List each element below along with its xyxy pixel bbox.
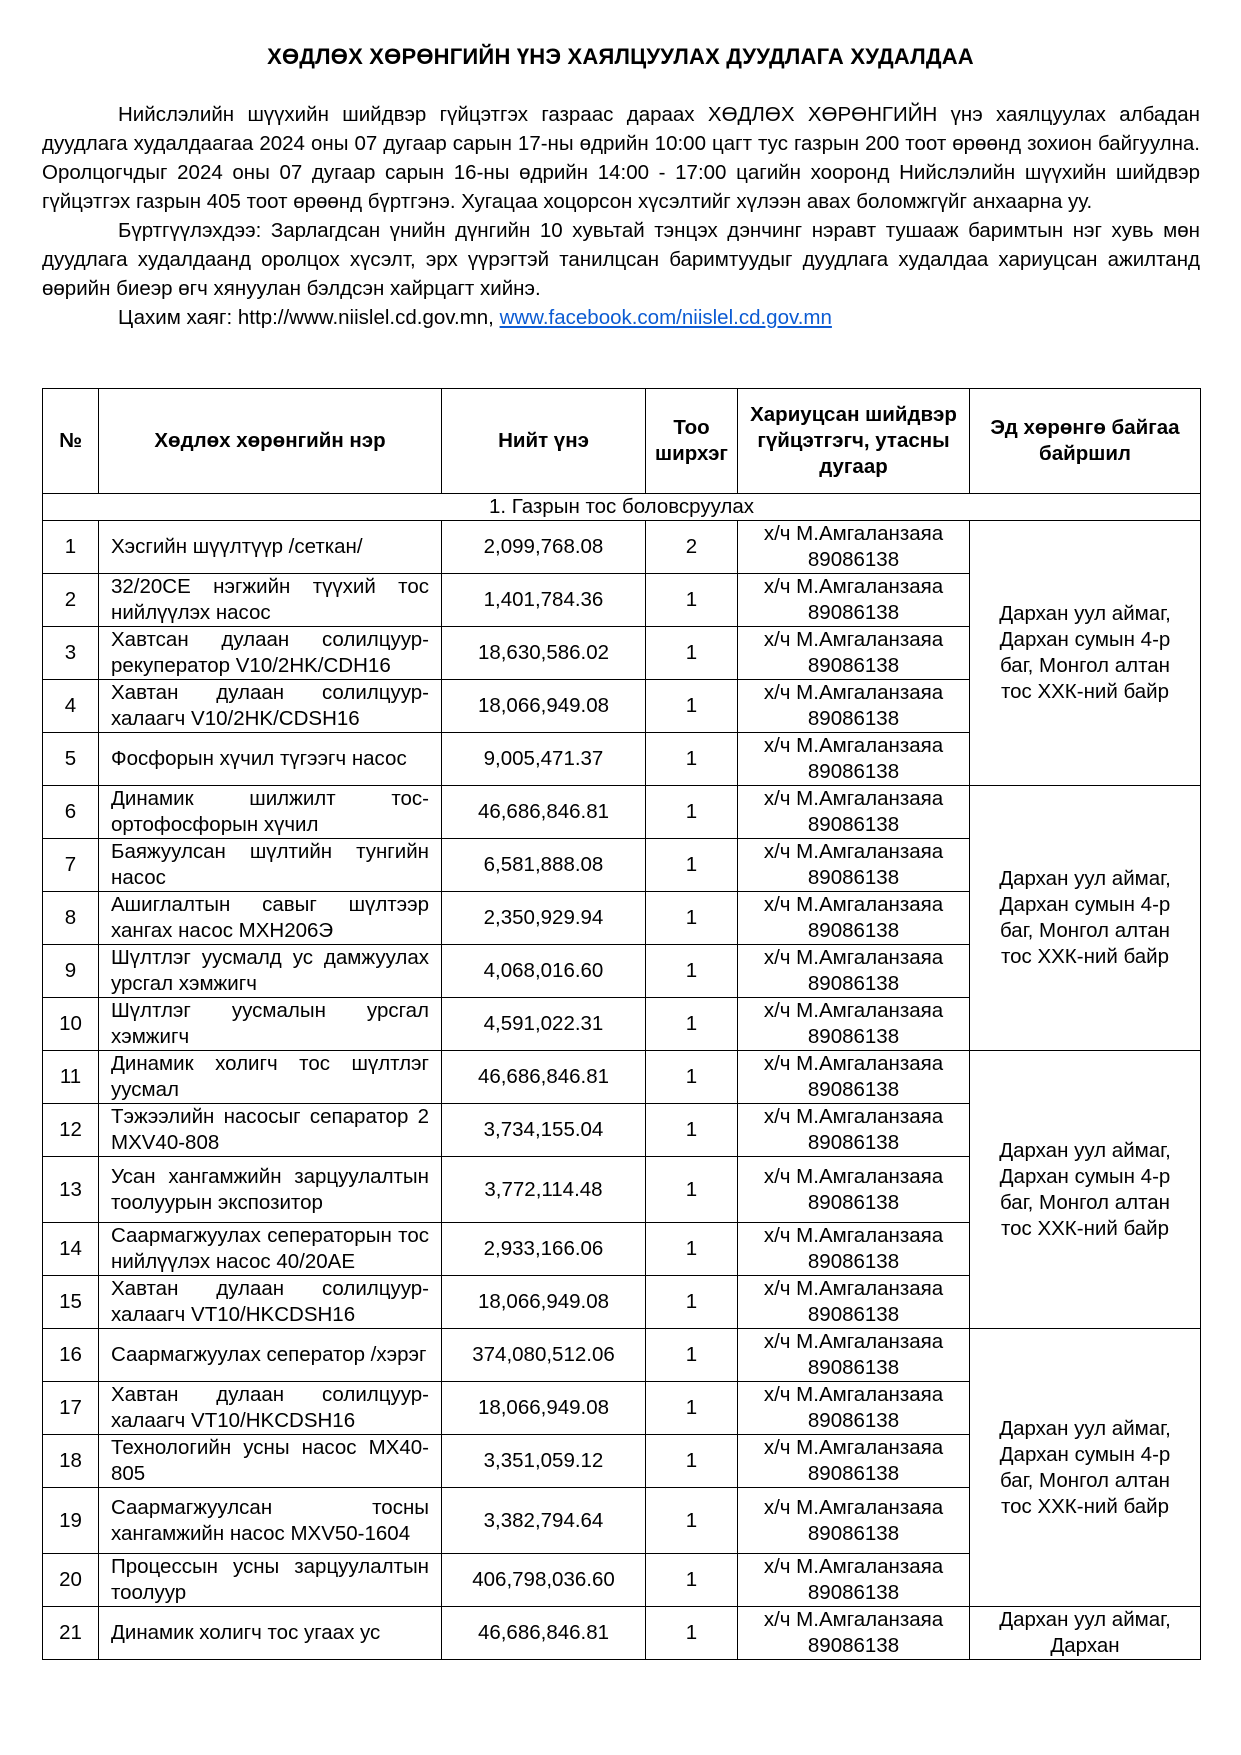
asset-quantity: 1 [646,1607,738,1660]
asset-name: Процессын усны зарцуулалтын тоолуур [99,1554,442,1607]
asset-quantity: 1 [646,1276,738,1329]
asset-quantity: 1 [646,892,738,945]
intro-section [42,100,1200,332]
asset-name: Тэжээлийн насосыг сепаратор 2 MXV40-808 [99,1104,442,1157]
asset-price: 18,066,949.08 [442,680,646,733]
asset-quantity: 1 [646,1104,738,1157]
responsible-officer: х/ч М.Амгаланзаяа 89086138 [738,1329,970,1382]
header-no: № [43,389,99,494]
asset-name: Саармагжуулах сеператорын тос нийлүүлэх насос 40/20AE [99,1223,442,1276]
asset-price: 9,005,471.37 [442,733,646,786]
row-number: 14 [43,1223,99,1276]
asset-price: 3,382,794.64 [442,1488,646,1554]
asset-quantity: 1 [646,945,738,998]
table-body [43,494,1201,1660]
asset-price: 406,798,036.60 [442,1554,646,1607]
responsible-officer: х/ч М.Амгаланзаяа 89086138 [738,574,970,627]
asset-quantity: 1 [646,786,738,839]
row-number: 3 [43,627,99,680]
asset-name: Хавтан дулаан солилцуур-халаагч V10/2HK/CDSH16 [99,680,442,733]
header-responsible: Хариуцсан шийдвэр гүйцэтгэгч, утасны дугаар [738,389,970,494]
asset-quantity: 2 [646,521,738,574]
row-number: 11 [43,1051,99,1104]
asset-price: 18,066,949.08 [442,1382,646,1435]
assets-table [42,388,1201,1660]
responsible-officer: х/ч М.Амгаланзаяа 89086138 [738,892,970,945]
table-row [43,786,1201,839]
row-number: 20 [43,1554,99,1607]
asset-name: Динамик холигч тос угаах ус [99,1607,442,1660]
asset-quantity: 1 [646,1488,738,1554]
asset-price: 374,080,512.06 [442,1329,646,1382]
responsible-officer: х/ч М.Амгаланзаяа 89086138 [738,1276,970,1329]
asset-name: Ашиглалтын савыг шүлтээр хангах насос МХН206Э [99,892,442,945]
asset-location: Дархан уул аймаг, Дархан сумын 4-р баг, Монгол алтан тос ХХК-ний байр [970,786,1201,1051]
responsible-officer: х/ч М.Амгаланзаяа 89086138 [738,1051,970,1104]
asset-price: 18,066,949.08 [442,1276,646,1329]
row-number: 7 [43,839,99,892]
intro-paragraph-2: Бүртгүүлэхдээ: Зарлагдсан үнийн дүнгийн 10 хувьтай тэнцэх дэнчинг нэравт тушааж баримтын нэг хувь мөн дуудлага худалдаанд оролцох хүсэлт, эрх үүрэгтэй танилцсан баримтуудыг дуудлага худалдаа хариуцсан ажилтанд өөрийн биеэр өгч хянуулан бэлдсэн хайрцагт хийнэ. [42,219,1200,300]
asset-name: Шүлтлэг уусмалд ус дамжуулах урсгал хэмжигч [99,945,442,998]
asset-quantity: 1 [646,1435,738,1488]
asset-location: Дархан уул аймаг, Дархан сумын 4-р баг, Монгол алтан тос ХХК-ний байр [970,1329,1201,1607]
asset-quantity: 1 [646,1554,738,1607]
asset-price: 4,068,016.60 [442,945,646,998]
asset-name: Усан хангамжийн зарцуулалтын тоолуурын экспозитор [99,1157,442,1223]
responsible-officer: х/ч М.Амгаланзаяа 89086138 [738,839,970,892]
asset-name: Хавтан дулаан солилцуур-халаагч VT10/HKCDSH16 [99,1382,442,1435]
web-address-line [42,303,1200,332]
row-number: 1 [43,521,99,574]
category-label: 1. Газрын тос боловсруулах [43,494,1201,521]
table-row [43,1051,1201,1104]
table-header-row [43,389,1201,494]
table-row [43,521,1201,574]
responsible-officer: х/ч М.Амгаланзаяа 89086138 [738,1382,970,1435]
responsible-officer: х/ч М.Амгаланзаяа 89086138 [738,1435,970,1488]
row-number: 10 [43,998,99,1051]
asset-name: Фосфорын хүчил түгээгч насос [99,733,442,786]
row-number: 15 [43,1276,99,1329]
asset-price: 46,686,846.81 [442,1607,646,1660]
asset-name: Динамик шилжилт тос-ортофосфорын хүчил [99,786,442,839]
responsible-officer: х/ч М.Амгаланзаяа 89086138 [738,733,970,786]
intro-paragraph-1: Нийслэлийн шүүхийн шийдвэр гүйцэтгэх газраас дараах ХӨДЛӨХ ХӨРӨНГИЙН үнэ хаялцуулах албадан дуудлага худалдаагаа 2024 оны 07 дугаар сарын 17-ны өдрийн 10:00 цагт тус газрын 200 тоот өрөөнд зохион байгуулна. Оролцогчдыг 2024 оны 07 дугаар сарын 16-ны өдрийн 14:00 - 17:00 цагийн хооронд Нийслэлийн шүүхийн шийдвэр гүйцэтгэх газрын 405 тоот өрөөнд бүртгэнэ. Хугацаа хоцорсон хүсэлтийг хүлээн авах боломжгүйг анхаарна уу. [42,103,1200,213]
asset-quantity: 1 [646,680,738,733]
asset-name: Технологийн усны насос MX40-805 [99,1435,442,1488]
asset-location: Дархан уул аймаг, Дархан сумын 4-р баг, Монгол алтан тос ХХК-ний байр [970,521,1201,786]
asset-quantity: 1 [646,839,738,892]
row-number: 6 [43,786,99,839]
asset-price: 46,686,846.81 [442,786,646,839]
responsible-officer: х/ч М.Амгаланзаяа 89086138 [738,1223,970,1276]
asset-quantity: 1 [646,1223,738,1276]
asset-name: Саармагжуулсан тосны хангамжийн насос MXV50-1604 [99,1488,442,1554]
table-row [43,1607,1201,1660]
responsible-officer: х/ч М.Амгаланзаяа 89086138 [738,521,970,574]
row-number: 18 [43,1435,99,1488]
row-number: 12 [43,1104,99,1157]
header-price: Нийт үнэ [442,389,646,494]
asset-price: 18,630,586.02 [442,627,646,680]
asset-name: Саармагжуулах сеператор /хэрэг [99,1329,442,1382]
document-title: ХӨДЛӨХ ХӨРӨНГИЙН ҮНЭ ХАЯЛЦУУЛАХ ДУУДЛАГА ХУДАЛДАА [267,44,974,69]
responsible-officer: х/ч М.Амгаланзаяа 89086138 [738,786,970,839]
row-number: 2 [43,574,99,627]
asset-quantity: 1 [646,998,738,1051]
row-number: 5 [43,733,99,786]
asset-quantity: 1 [646,733,738,786]
asset-name: 32/20CE нэгжийн түүхий тос нийлүүлэх насос [99,574,442,627]
asset-price: 4,591,022.31 [442,998,646,1051]
row-number: 19 [43,1488,99,1554]
asset-name: Хавтсан дулаан солилцуур-рекуператор V10/2HK/CDH16 [99,627,442,680]
asset-name: Хавтан дулаан солилцуур-халаагч VT10/HKCDSH16 [99,1276,442,1329]
asset-quantity: 1 [646,1382,738,1435]
facebook-link[interactable]: www.facebook.com/niislel.cd.gov.mn [499,306,832,329]
asset-price: 46,686,846.81 [442,1051,646,1104]
responsible-officer: х/ч М.Амгаланзаяа 89086138 [738,998,970,1051]
row-number: 17 [43,1382,99,1435]
responsible-officer: х/ч М.Амгаланзаяа 89086138 [738,1607,970,1660]
responsible-officer: х/ч М.Амгаланзаяа 89086138 [738,1157,970,1223]
asset-price: 3,772,114.48 [442,1157,646,1223]
web-address-label: Цахим хаяг: http://www.niislel.cd.gov.mn, [118,306,500,329]
asset-price: 1,401,784.36 [442,574,646,627]
asset-name: Шүлтлэг уусмалын урсгал хэмжигч [99,998,442,1051]
responsible-officer: х/ч М.Амгаланзаяа 89086138 [738,1104,970,1157]
category-row [43,494,1201,521]
responsible-officer: х/ч М.Амгаланзаяа 89086138 [738,1488,970,1554]
row-number: 21 [43,1607,99,1660]
asset-location: Дархан уул аймаг, Дархан [970,1607,1201,1660]
asset-price: 6,581,888.08 [442,839,646,892]
header-location: Эд хөрөнгө байгаа байршил [970,389,1201,494]
asset-location: Дархан уул аймаг, Дархан сумын 4-р баг, Монгол алтан тос ХХК-ний байр [970,1051,1201,1329]
asset-price: 3,351,059.12 [442,1435,646,1488]
asset-quantity: 1 [646,1157,738,1223]
responsible-officer: х/ч М.Амгаланзаяа 89086138 [738,680,970,733]
asset-name: Баяжуулсан шүлтийн тунгийн насос [99,839,442,892]
asset-quantity: 1 [646,1329,738,1382]
responsible-officer: х/ч М.Амгаланзаяа 89086138 [738,1554,970,1607]
header-qty: Тоо ширхэг [646,389,738,494]
table-row [43,1329,1201,1382]
header-name: Хөдлөх хөрөнгийн нэр [99,389,442,494]
asset-quantity: 1 [646,627,738,680]
row-number: 8 [43,892,99,945]
asset-name: Динамик холигч тос шүлтлэг уусмал [99,1051,442,1104]
responsible-officer: х/ч М.Амгаланзаяа 89086138 [738,627,970,680]
asset-quantity: 1 [646,1051,738,1104]
asset-name: Хэсгийн шүүлтүүр /сеткан/ [99,521,442,574]
asset-price: 2,099,768.08 [442,521,646,574]
asset-price: 2,350,929.94 [442,892,646,945]
row-number: 9 [43,945,99,998]
asset-price: 3,734,155.04 [442,1104,646,1157]
row-number: 16 [43,1329,99,1382]
responsible-officer: х/ч М.Амгаланзаяа 89086138 [738,945,970,998]
row-number: 4 [43,680,99,733]
asset-quantity: 1 [646,574,738,627]
asset-price: 2,933,166.06 [442,1223,646,1276]
row-number: 13 [43,1157,99,1223]
